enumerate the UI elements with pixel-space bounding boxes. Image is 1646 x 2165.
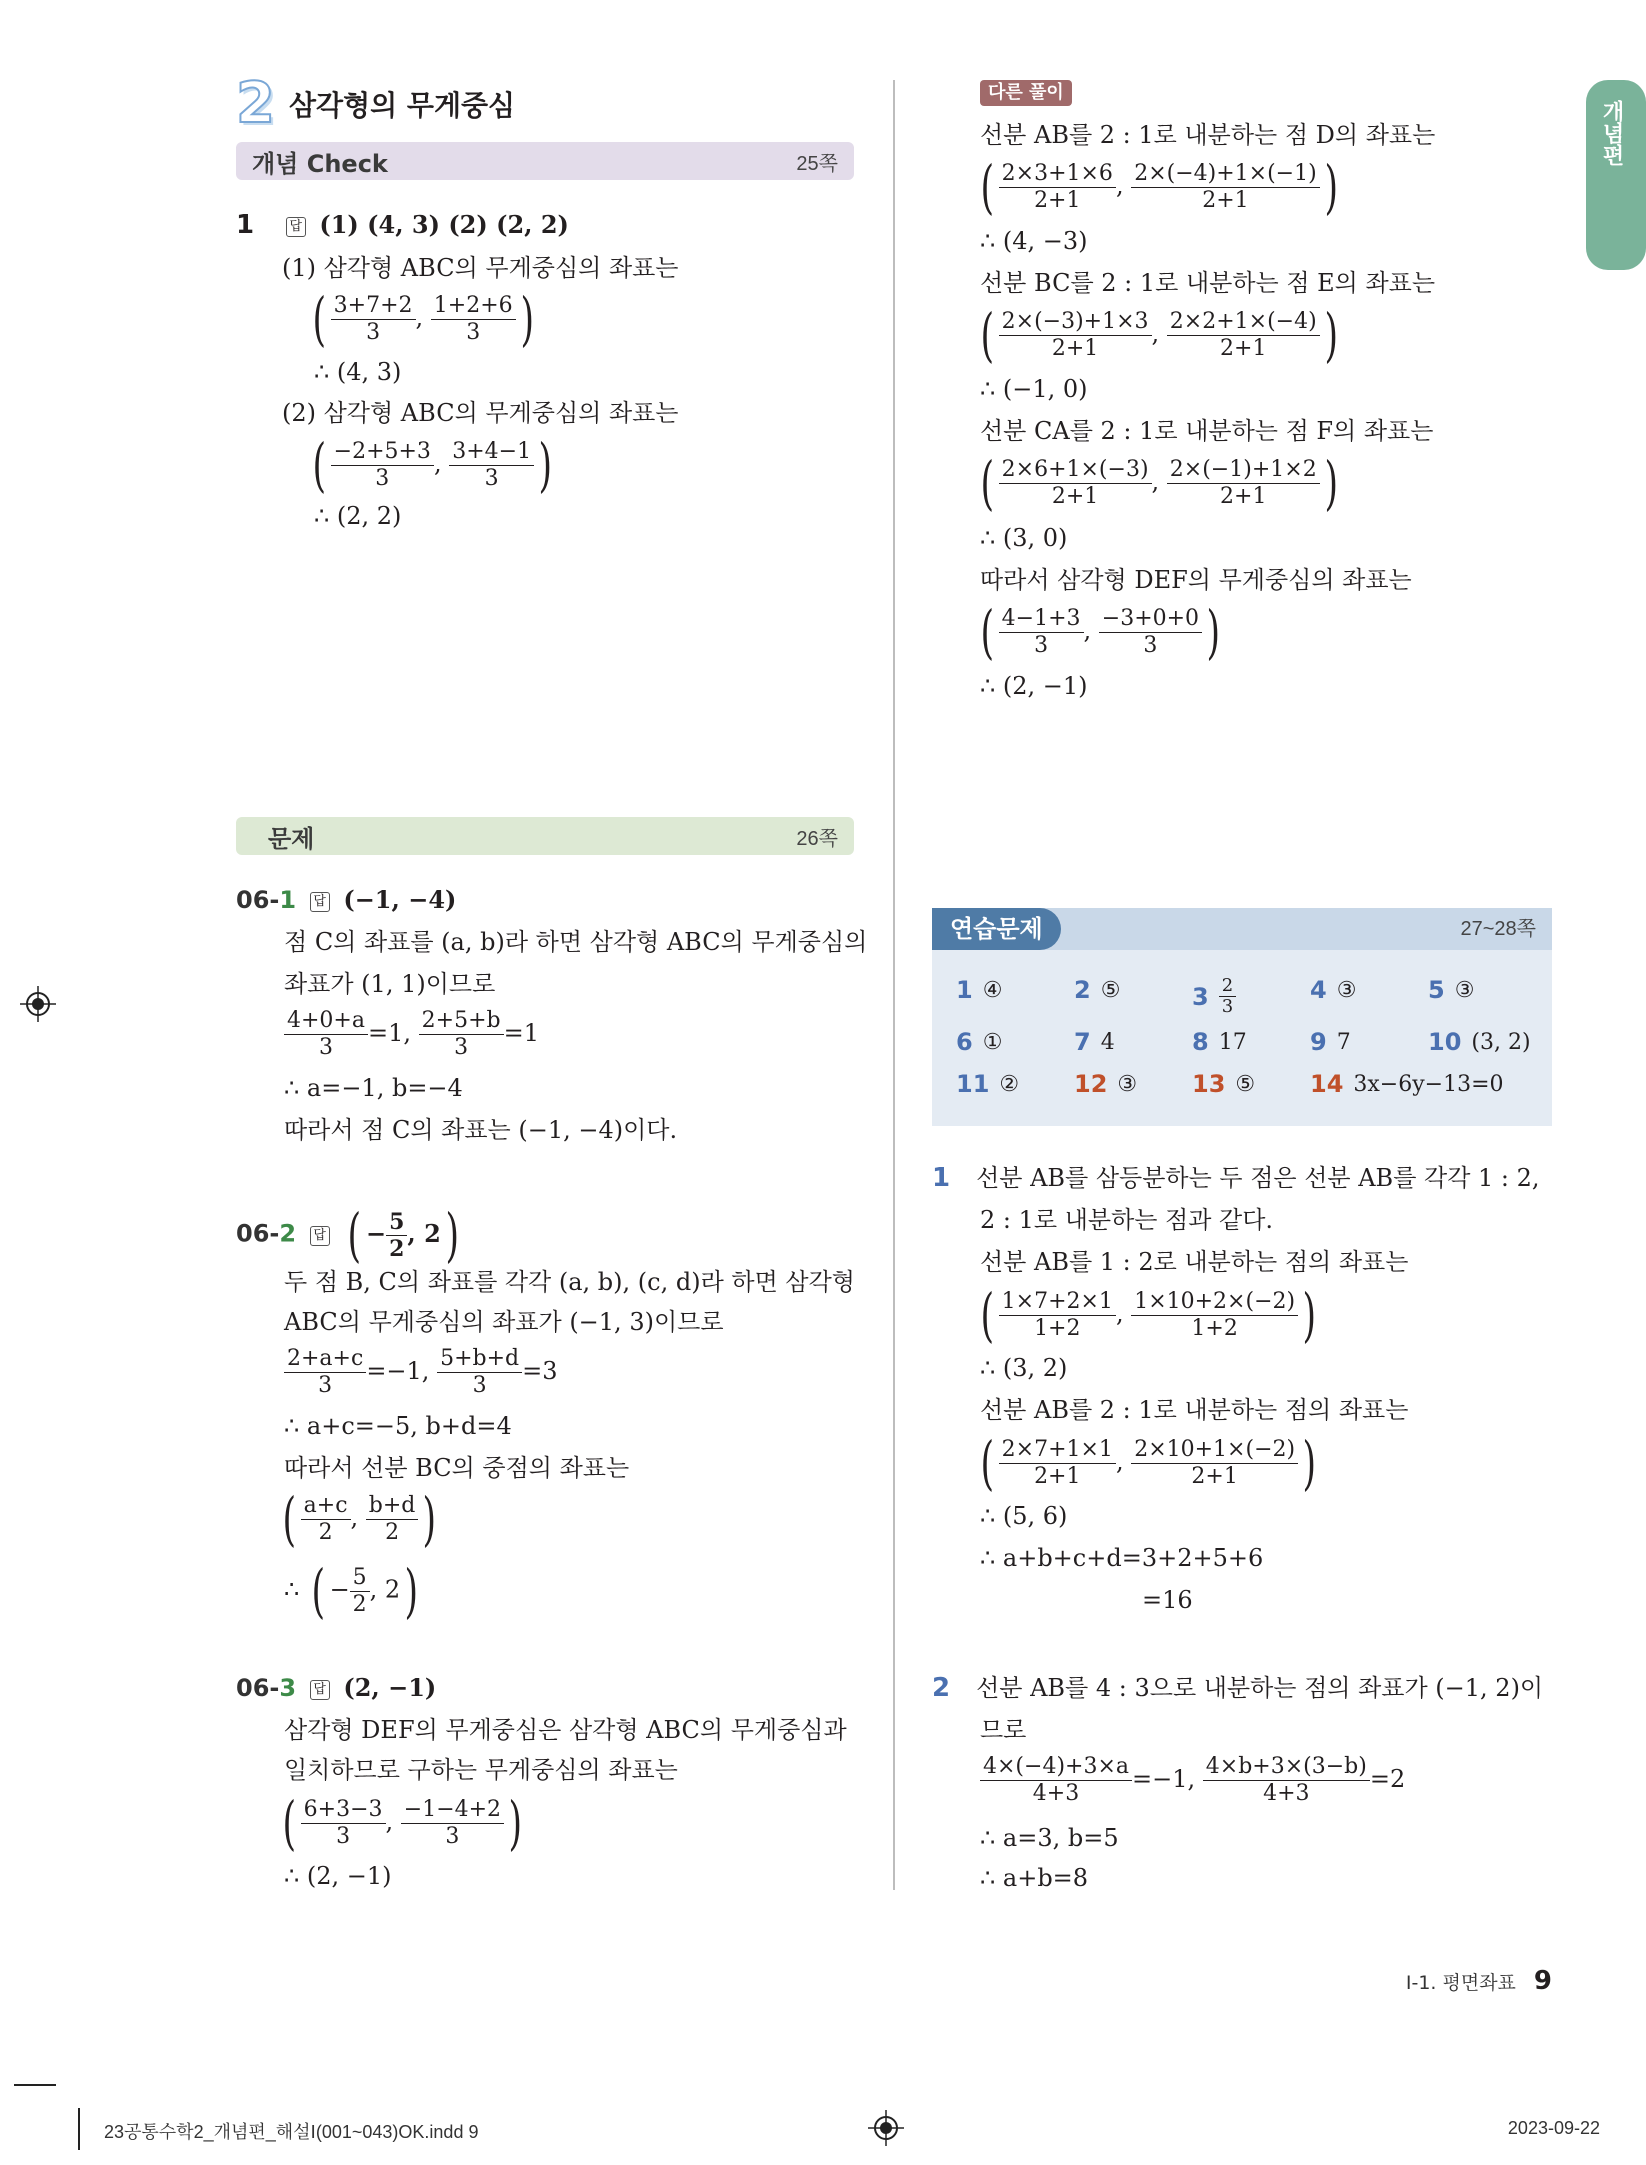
sol1-line2: 2 : 1로 내분하는 점과 같다.: [980, 1206, 1274, 1234]
sol1-result-b: ∴ (5, 6): [980, 1502, 1068, 1530]
practice-number: 2: [1074, 976, 1091, 1004]
practice-answer-14: [1310, 1070, 1504, 1098]
p061-eq: [284, 1008, 539, 1061]
cc-q1-p2-result: ∴ (2, 2): [314, 502, 402, 530]
frac-den: 2: [385, 1519, 400, 1545]
p062-answer: ( − $\frac{5}{2}$ , 2): [347, 1201, 459, 1269]
frac-num: a+c: [301, 1493, 351, 1520]
frac-den: 4+3: [1032, 1781, 1080, 1806]
frac-num: 4−1+3: [999, 606, 1084, 633]
frac-num: −3+0+0: [1099, 606, 1202, 633]
sol1-line1: [932, 1158, 1540, 1198]
practice-number: 3: [1192, 982, 1209, 1011]
sol2-eq: [980, 1754, 1405, 1807]
practice-answer-value: ⑤: [1100, 977, 1121, 1003]
sol1-text1: 선분 AB를 삼등분하는 두 점은 선분 AB를 각각 1 : 2,: [976, 1164, 1540, 1192]
practice-number: 10: [1428, 1028, 1462, 1056]
p062-header: [236, 1201, 463, 1269]
frac-num: −2+5+3: [331, 439, 434, 466]
frac-den: 3: [366, 319, 381, 345]
frac-num: 2×6+1×(−3): [999, 457, 1152, 484]
practice-answer-11: [956, 1070, 1019, 1098]
frac-num: 5: [350, 1565, 370, 1592]
frac-num: 2×2+1×(−4): [1167, 309, 1320, 336]
sol1-formula-a: ( $\frac{1\times 7+2\times 1}{1+2}$ , $\frac{1\times 10+2\times(-2)}{1+2}$ ): [980, 1281, 1317, 1349]
frac-den: 3: [1221, 996, 1234, 1017]
p063-label: [236, 1674, 296, 1702]
p063-formula: ( $\frac{6+3-3}{3}$ , $\frac{-1-4+2}{3}$ ): [282, 1789, 523, 1857]
frac-den: 3: [445, 1823, 460, 1849]
frac-den: 2+1: [1220, 335, 1267, 361]
problems-label: 문제: [268, 824, 315, 853]
frac-den: 3: [466, 319, 481, 345]
frac-num: 3+7+2: [331, 293, 416, 320]
alt-e-intro: 선분 BC를 2 : 1로 내분하는 점 E의 좌표는: [980, 269, 1436, 297]
practice-answer-value: ④: [982, 977, 1003, 1003]
cc-q1-number: 1: [236, 210, 255, 240]
cc-q1-p2-formula: ( $\frac{-2+5+3}{3}$ , $\frac{3+4-1}{3}$ ): [312, 431, 553, 499]
frac-den: 3: [318, 1373, 333, 1398]
frac-den: 2+1: [1191, 1463, 1238, 1489]
frac-den: 3: [375, 465, 390, 491]
alt-f-result: ∴ (3, 0): [980, 524, 1068, 552]
practice-answer-value: 4: [1100, 1029, 1115, 1055]
practice-answer-value: ②: [999, 1071, 1020, 1097]
frac-num: 2+5+b: [419, 1008, 504, 1035]
concept-check-bar: [236, 142, 854, 180]
prob-prefix: 06-: [236, 1674, 280, 1702]
p063-header: [236, 1668, 436, 1708]
practice-answer-12: [1074, 1070, 1137, 1098]
sol2-line2: 므로: [980, 1716, 1027, 1744]
section-title: 삼각형의 무게중심: [288, 89, 516, 122]
alt-e-formula: ( $\frac{2\times(-3)+1\times 3}{2+1}$ , $\frac{2\times 2+1\times(-4)}{2+1}$ ): [980, 301, 1338, 369]
frac-num: 2×3+1×6: [999, 161, 1116, 188]
p061-line4: 따라서 점 C의 좌표는 (−1, −4)이다.: [284, 1116, 678, 1144]
crop-mark-h: [14, 2084, 56, 2086]
practice-answer-13: [1192, 1070, 1255, 1098]
cc-q1-p1-intro: (1) 삼각형 ABC의 무게중심의 좌표는: [282, 254, 679, 282]
p062-line1: 두 점 B, C의 좌표를 각각 (a, b), (c, d)라 하면 삼각형: [284, 1268, 855, 1296]
registration-mark-left: [20, 986, 56, 1022]
sol1-number: 1: [932, 1163, 951, 1193]
practice-box: [932, 908, 1552, 1126]
p061-answer: (−1, −4): [343, 885, 457, 914]
sol2-line3: ∴ a=3, b=5: [980, 1824, 1119, 1852]
practice-answer-value: ③: [1117, 1071, 1138, 1097]
sol1-result-a: ∴ (3, 2): [980, 1354, 1068, 1382]
problems-bar: [236, 817, 854, 855]
alt-g-formula: ( $\frac{4-1+3}{3}$ , $\frac{-3+0+0}{3}$ ): [980, 598, 1221, 666]
frac-den: 2+1: [1051, 335, 1099, 361]
p063-answer: (2, −1): [343, 1673, 437, 1702]
cc-q1-p1-formula: ( $\frac{3+7+2}{3}$ , $\frac{1+2+6}{3}$ ): [312, 285, 534, 353]
practice-answer-value: 7: [1336, 1029, 1351, 1055]
practice-answer-value: [1219, 976, 1236, 1017]
problems-page: 26쪽: [796, 827, 838, 850]
frac-num: 2×(−1)+1×2: [1167, 457, 1320, 484]
frac-den: 3: [454, 1035, 469, 1060]
frac-num: −1−4+2: [401, 1797, 504, 1824]
frac-num: 2×(−3)+1×3: [999, 309, 1152, 336]
frac-num: 5+b+d: [437, 1346, 522, 1373]
frac-num: b+d: [366, 1493, 419, 1520]
frac-num: 1+2+6: [431, 293, 516, 320]
alt-g-intro: 따라서 삼각형 DEF의 무게중심의 좌표는: [980, 566, 1412, 594]
prob-prefix: 06-: [236, 1219, 280, 1248]
frac-num: 2+a+c: [284, 1346, 366, 1373]
practice-answer-5: [1428, 976, 1474, 1004]
practice-answer-value: ③: [1336, 977, 1357, 1003]
column-divider: [893, 80, 895, 1890]
frac-den: 2+1: [1034, 187, 1081, 213]
alt-d-formula: ( $\frac{2\times 3+1\times 6}{2+1}$ , $\frac{2\times(-4)+1\times(-1)}{2+1}$ ): [980, 153, 1338, 221]
practice-answer-4: [1310, 976, 1356, 1004]
practice-number: 9: [1310, 1028, 1327, 1056]
practice-number: 7: [1074, 1028, 1091, 1056]
practice-answer-value: ⑤: [1235, 1071, 1256, 1097]
frac-den: 1+2: [1034, 1315, 1081, 1341]
practice-answer-1: [956, 976, 1002, 1004]
practice-answer-value: 17: [1218, 1029, 1247, 1055]
sol1-line6: =16: [1142, 1586, 1193, 1614]
answer-icon: 답: [310, 1680, 330, 1700]
prob-prefix: 06-: [236, 886, 280, 914]
practice-answer-7: [1074, 1028, 1115, 1056]
frac-num: 4×b+3×(3−b): [1203, 1754, 1370, 1781]
practice-answer-6: [956, 1028, 1002, 1056]
frac-den: 2+1: [1034, 1463, 1081, 1489]
p061-header: [236, 880, 456, 920]
p061-label: [236, 886, 296, 914]
practice-number: 11: [956, 1070, 990, 1098]
answer-icon: 답: [310, 1226, 330, 1246]
frac-den: 4+3: [1263, 1781, 1310, 1806]
chapter-label: Ⅰ-1. 평면좌표: [1405, 1972, 1516, 1994]
frac-den: 2+1: [1051, 483, 1099, 509]
eq-rhs: =−1,: [1132, 1765, 1196, 1793]
registration-mark-bottom: [868, 2110, 904, 2146]
frac-den: 3: [1034, 632, 1049, 658]
frac-num: 4×(−4)+3×a: [980, 1754, 1132, 1781]
practice-answer-value: ③: [1454, 977, 1475, 1003]
practice-page: 27~28쪽: [1460, 918, 1536, 940]
frac-den: 3: [336, 1823, 351, 1849]
frac-num: 3+4−1: [449, 439, 534, 466]
p062-label: [236, 1220, 296, 1248]
alt-d-result: ∴ (4, −3): [980, 227, 1088, 255]
frac-den: 3: [318, 1035, 333, 1060]
answer-icon: 답: [310, 892, 330, 912]
concept-check-label: 개념 Check: [252, 149, 388, 178]
frac-num: 2×10+1×(−2): [1131, 1437, 1298, 1464]
p063-line1: 삼각형 DEF의 무게중심은 삼각형 ABC의 무게중심과: [284, 1716, 847, 1744]
practice-number: 14: [1310, 1070, 1344, 1098]
practice-answer-value: (3, 2): [1471, 1029, 1531, 1055]
cc-q1-p2-intro: (2) 삼각형 ABC의 무게중심의 좌표는: [282, 399, 679, 427]
answer-icon: 답: [286, 217, 306, 237]
practice-answer-8: [1192, 1028, 1247, 1056]
practice-answer-3: [1192, 976, 1236, 1017]
answer-sign: −: [365, 1218, 387, 1248]
cc-q1-answer-line: [236, 205, 569, 245]
prob-number: 1: [279, 886, 297, 914]
alt-solution-badge: 다른 풀이: [980, 80, 1072, 106]
sol1-line5: ∴ a+b+c+d=3+2+5+6: [980, 1544, 1264, 1572]
practice-answer-value: 3x−6y−13=0: [1353, 1071, 1504, 1097]
alt-f-formula: ( $\frac{2\times 6+1\times(-3)}{2+1}$ , $\frac{2\times(-1)+1\times 2}{2+1}$ ): [980, 449, 1338, 517]
practice-label: 연습문제: [932, 908, 1061, 950]
frac-num: 2: [1219, 976, 1236, 997]
p062-eq: [284, 1346, 558, 1399]
frac-num: 1×10+2×(−2): [1131, 1289, 1298, 1316]
section-number: 2: [236, 71, 275, 136]
sol2-text1: 선분 AB를 4 : 3으로 내분하는 점의 좌표가 (−1, 2)이: [976, 1674, 1544, 1702]
crop-mark-v: [78, 2108, 80, 2150]
alt-f-intro: 선분 CA를 2 : 1로 내분하는 점 F의 좌표는: [980, 417, 1434, 445]
alt-e-result: ∴ (−1, 0): [980, 375, 1088, 403]
frac-num: 2×(−4)+1×(−1): [1131, 161, 1320, 188]
frac-den: 3: [472, 1373, 487, 1398]
frac-den: 3: [484, 465, 499, 491]
eq-rhs: =1: [503, 1019, 539, 1047]
p062-line4: 따라서 선분 BC의 중점의 좌표는: [284, 1454, 630, 1482]
page-number: 9: [1533, 1966, 1552, 1996]
cc-q1-answer: (1) (4, 3) (2) (2, 2): [319, 210, 569, 239]
sol2-line1: [932, 1668, 1543, 1708]
sol2-line4: ∴ a+b=8: [980, 1864, 1089, 1892]
frac-num: 4+0+a: [284, 1008, 368, 1035]
alt-d-intro: 선분 AB를 2 : 1로 내분하는 점 D의 좌표는: [980, 121, 1436, 149]
eq-rhs: =3: [522, 1357, 558, 1385]
prob-number: 2: [279, 1219, 297, 1248]
frac-den: 3: [1143, 632, 1158, 658]
eq-rhs: =−1,: [366, 1357, 430, 1385]
p061-line3: ∴ a=−1, b=−4: [284, 1074, 463, 1102]
practice-number: 13: [1192, 1070, 1226, 1098]
frac-den: 1+2: [1191, 1315, 1238, 1341]
practice-number: 1: [956, 976, 973, 1004]
frac-num: 2×7+1×1: [999, 1437, 1116, 1464]
frac-den: 2+1: [1202, 187, 1249, 213]
p062-line2: ABC의 무게중심의 좌표가 (−1, 3)이므로: [284, 1308, 724, 1336]
frac-num: 6+3−3: [301, 1797, 386, 1824]
p062-result: ∴ ( − $\frac{5}{2}$ , 2): [284, 1557, 419, 1625]
practice-answer-10: [1428, 1028, 1531, 1056]
practice-number: 4: [1310, 976, 1327, 1004]
side-tab-label: 개념편: [1599, 100, 1624, 166]
sol1-formula-b: ( $\frac{2\times 7+1\times 1}{2+1}$ , $\frac{2\times 10+1\times(-2)}{2+1}$ ): [980, 1429, 1317, 1497]
page-chapter-footer: [1406, 1966, 1552, 1996]
frac-num: 1×7+2×1: [999, 1289, 1116, 1316]
therefore-sign: ∴: [284, 1575, 300, 1604]
cc-q1-p1-result: ∴ (4, 3): [314, 358, 402, 386]
p062-midpoint: ( $\frac{a+c}{2}$ , $\frac{b+d}{2}$ ): [282, 1485, 437, 1553]
result-tail: , 2: [369, 1575, 401, 1604]
sol2-number: 2: [932, 1673, 951, 1703]
p062-line3: ∴ a+c=−5, b+d=4: [284, 1412, 512, 1440]
practice-answer-9: [1310, 1028, 1351, 1056]
sol1-line4: 선분 AB를 2 : 1로 내분하는 점의 좌표는: [980, 1396, 1409, 1424]
print-date: 2023-09-22: [1507, 2118, 1600, 2138]
eq-rhs: =1,: [367, 1019, 411, 1047]
frac-den: 2+1: [1220, 483, 1267, 509]
p063-line2: 일치하므로 구하는 무게중심의 좌표는: [284, 1756, 678, 1784]
prob-number: 3: [279, 1674, 297, 1702]
answer-tail: , 2: [407, 1218, 441, 1248]
concept-check-page: 25쪽: [796, 152, 838, 175]
practice-number: 12: [1074, 1070, 1108, 1098]
p061-line2: 좌표가 (1, 1)이므로: [284, 970, 496, 998]
p061-line1: 점 C의 좌표를 (a, b)라 하면 삼각형 ABC의 무게중심의: [284, 928, 868, 956]
practice-number: 5: [1428, 976, 1445, 1004]
eq-rhs: =2: [1369, 1765, 1406, 1793]
practice-answer-value: ①: [982, 1029, 1003, 1055]
section-heading: [236, 71, 516, 136]
alt-g-result: ∴ (2, −1): [980, 672, 1088, 700]
p063-result: ∴ (2, −1): [284, 1862, 392, 1890]
side-tab: [1586, 80, 1646, 270]
frac-den: 2: [318, 1519, 333, 1545]
frac-den: 2: [352, 1591, 367, 1617]
sol1-line3: 선분 AB를 1 : 2로 내분하는 점의 좌표는: [980, 1248, 1409, 1276]
practice-number: 6: [956, 1028, 973, 1056]
practice-answer-2: [1074, 976, 1120, 1004]
indd-file-info: 23공통수학2_개념편_해설Ⅰ(001~043)OK.indd 9: [104, 2122, 479, 2142]
practice-number: 8: [1192, 1028, 1209, 1056]
frac-num: 5: [386, 1209, 407, 1236]
frac-den: 2: [389, 1235, 405, 1262]
